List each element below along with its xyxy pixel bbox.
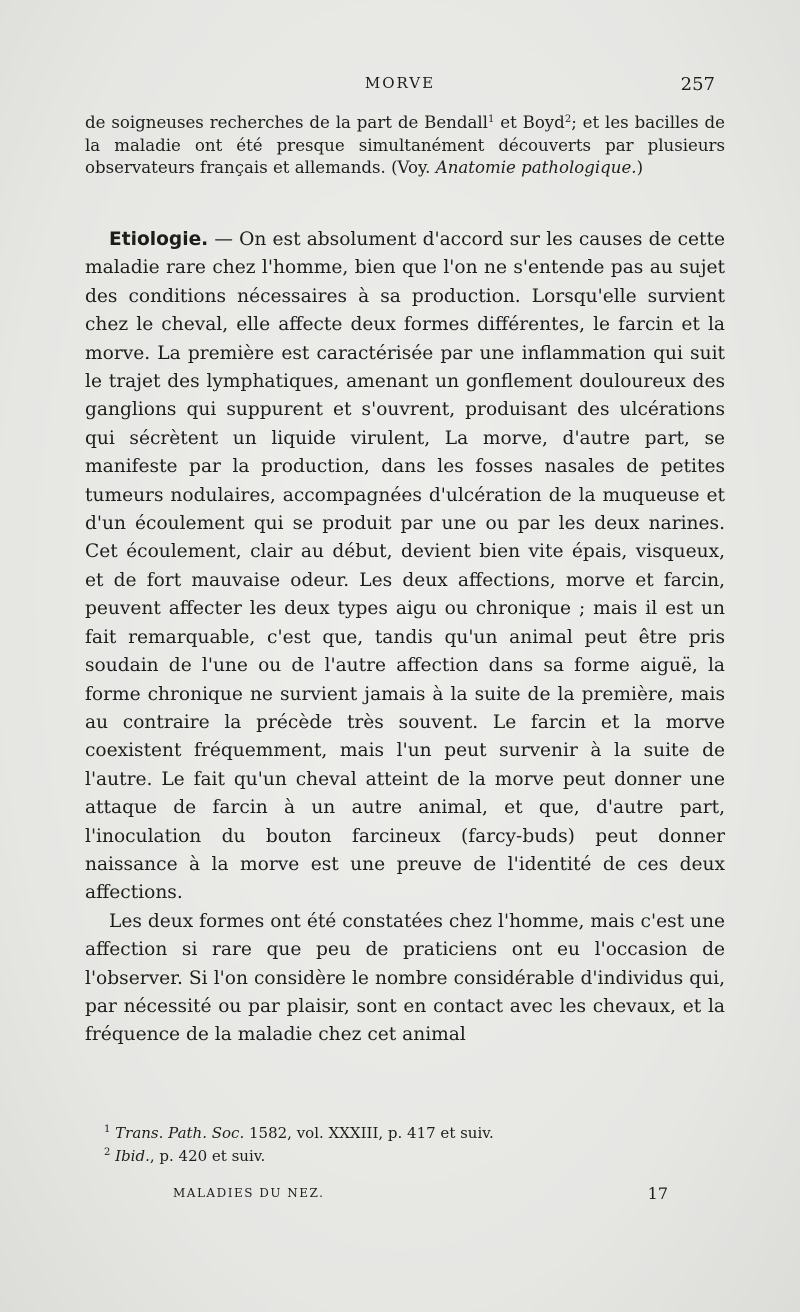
continuation-text-1: de soigneuses recherches de la part de Bendall <box>85 113 488 132</box>
page-number: 257 <box>680 74 715 95</box>
footnote-1 <box>104 1122 724 1145</box>
paragraph-1-text: — On est absolument d'accord sur les causes de cette maladie rare chez l'homme, bien que l'on ne s'entende pas au sujet des conditions nécessaires à sa production. Lorsqu'elle survient chez le cheval, elle affecte deux formes différentes, le farcin et la morve. La première est caractérisée par une inflammation qui suit le trajet des lymphatiques, amenant un gonflement douloureux des ganglions qui suppurent et s'ouvrent, produisant des ulcérations qui sécrètent un liquide virulent, La morve, d'autre part, se manifeste par la production, dans les fosses nasales de petites tumeurs nodulaires, accompagnées d'ulcération de la muqueuse et d'un écoulement qui se produit par une ou par les deux narines. Cet écoulement, clair au début, devient bien vite épais, visqueux, et de fort mauvaise odeur. Les deux affections, morve et farcin, peuvent affecter les deux types aigu ou chronique ; mais il est un fait remarquable, c'est que, tandis qu'un animal peut être pris soudain de l'une ou de l'autre affection dans sa forme aiguë, la forme chronique ne survient jamais à la suite de la première, mais au contraire la précède très souvent. Le farcin et la morve coexistent fréquemment, mais l'un peut survenir à la suite de l'autre. Le fait qu'un cheval atteint de la morve peut donner une attaque de farcin à un autre animal, et que, d'autre part, l'inoculation du bouton farcineux (farcy-buds) peut donner naissance à la morve est une preuve de l'identité de ces deux affections. <box>85 229 725 904</box>
continuation-text-2: et Boyd <box>494 113 565 132</box>
running-title: MORVE <box>364 74 436 92</box>
section-heading: Etiologie. <box>109 229 209 250</box>
cross-reference: Anatomie pathologique. <box>435 158 637 177</box>
footnote-mark-2: 2 <box>104 1147 111 1158</box>
footnote-2-details: , p. 420 et suiv. <box>149 1147 266 1165</box>
footnote-ref-1: 1 <box>487 114 495 125</box>
footnote-2 <box>104 1145 724 1168</box>
sheet-number: 17 <box>647 1184 668 1203</box>
footnotes <box>104 1122 724 1168</box>
continuation-paragraph <box>85 112 725 180</box>
continuation-text-3: ; et les bacilles de la maladie ont été presque simultanément découverts par plusieurs observateurs français et allemands. (Voy. <box>85 113 725 177</box>
paragraph-etiologie <box>85 226 725 908</box>
paragraph-2: Les deux formes ont été constatées chez l'homme, mais c'est une affection si rare que peu de praticiens ont eu l'occasion de l'observer. Si l'on considère le nombre considérable d'individus qui, par nécessité ou par plaisir, sont en contact avec les chevaux, et la fréquence de la maladie chez cet animal <box>85 910 725 1046</box>
printer-signature: MALADIES DU NEZ. <box>173 1186 325 1200</box>
footnote-2-source: Ibid. <box>115 1147 150 1165</box>
footnote-mark-1: 1 <box>104 1124 111 1135</box>
footnote-ref-2: 2 <box>564 114 572 125</box>
continuation-text-4: ) <box>636 158 644 177</box>
footnote-1-source: Trans. Path. Soc. <box>115 1124 245 1142</box>
footnote-1-details: 1582, vol. XXXIII, p. 417 et suiv. <box>244 1124 494 1142</box>
main-text <box>85 226 725 1050</box>
